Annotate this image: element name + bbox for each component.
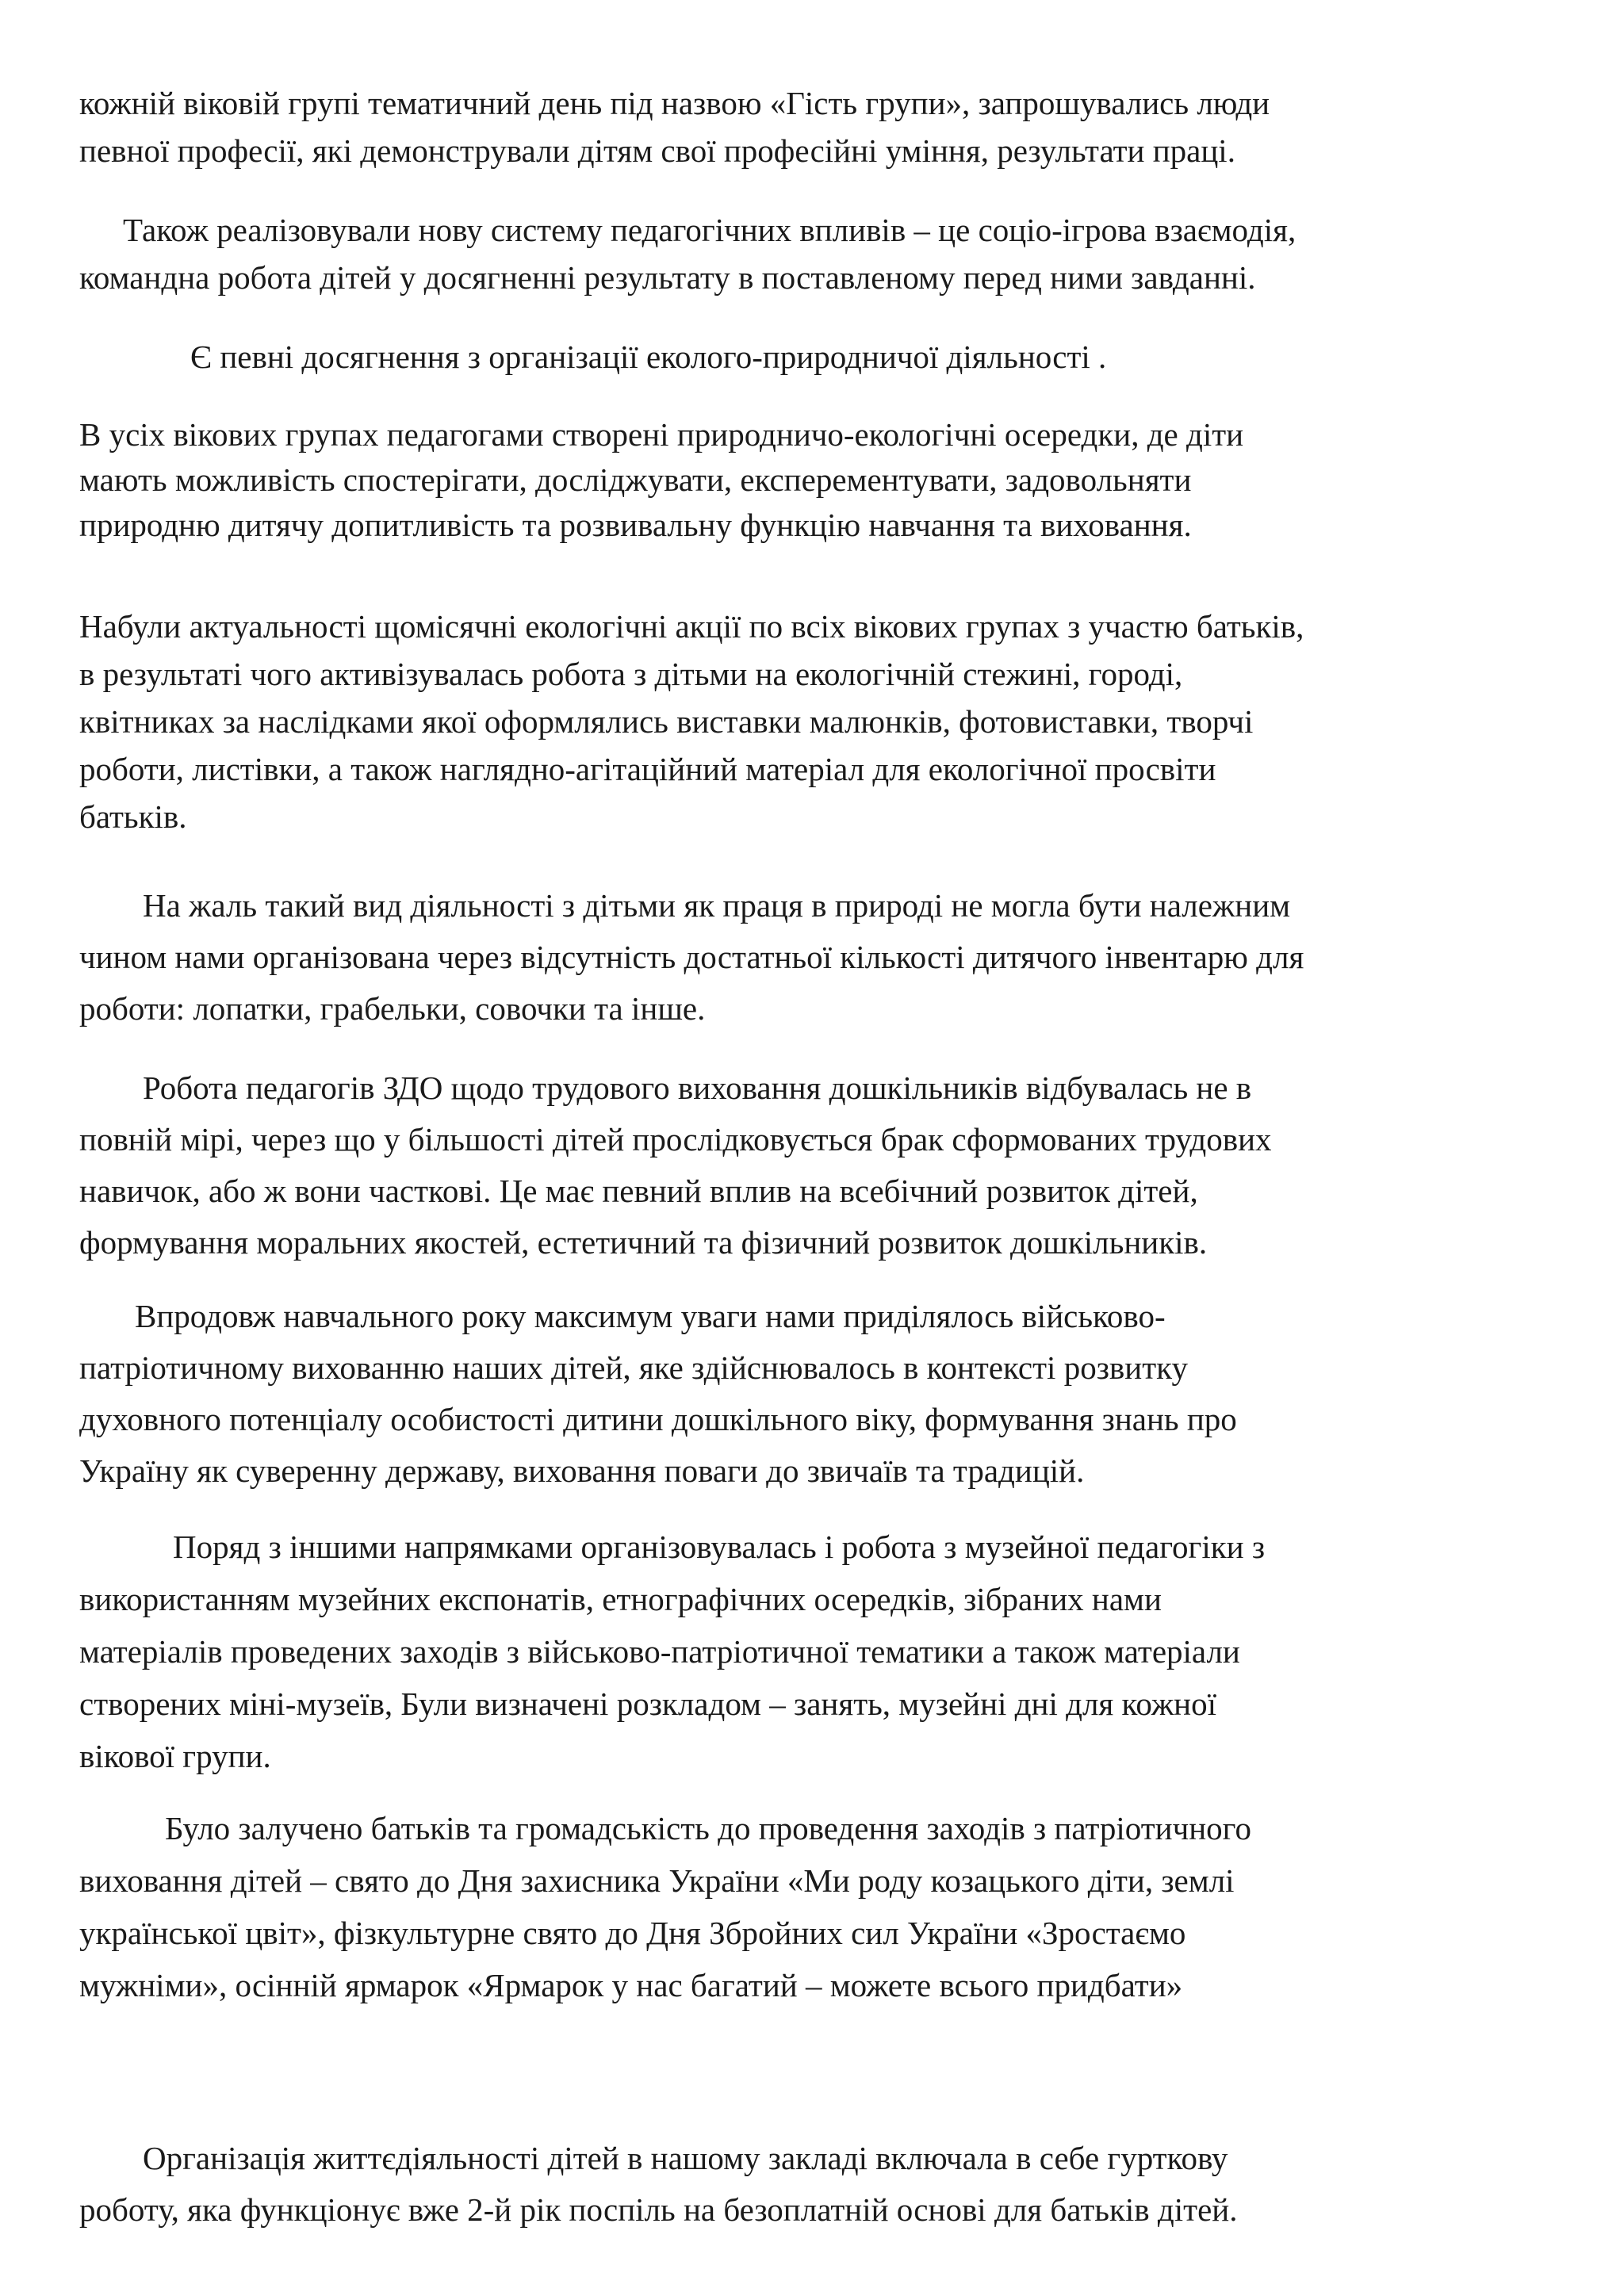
text-line: Було залучено батьків та громадськість до проведення заходів з патріотичного: [165, 1810, 1251, 1846]
text-line: повній мірі, через що у більшості дітей прослідковується брак сформованих трудових: [79, 1121, 1272, 1158]
text-line: Також реалізовували нову систему педагогічних впливів – це соціо-ігрова взаємодія,: [123, 212, 1297, 248]
text-line: в результаті чого активізувалась робота з дітьми на екологічній стежині, городі,: [79, 656, 1183, 692]
text-line: роботи, листівки, а також наглядно-агітаційний матеріал для екологічної просвіти: [79, 751, 1216, 787]
paragraph-eco-actions: [79, 603, 1586, 840]
text-line: Набули актуальності щомісячні екологічні акції по всіх вікових групах з участю батьків,: [79, 608, 1304, 645]
text-line: виховання дітей – свято до Дня захисника України «Ми роду козацького діти, землі: [79, 1862, 1235, 1899]
text-line: створених міні-музеїв, Були визначені розкладом – занять, музейні дні для кожної: [79, 1686, 1217, 1722]
text-line: певної професії, які демонстрували дітям свої професійні уміння, результати праці.: [79, 132, 1235, 169]
text-line: батьків.: [79, 798, 187, 835]
paragraph-museum: [79, 1521, 1586, 1782]
paragraph-socio-game: [79, 206, 1586, 301]
text-line: чином нами організована через відсутність достатньої кількості дитячого інвентарю для: [79, 939, 1304, 975]
text-line: роботи: лопатки, грабельки, совочки та інше.: [79, 990, 706, 1027]
paragraph-parents-involvement: [79, 1802, 1586, 2011]
text-line: Впродовж навчального року максимум уваги нами приділялось військово-: [135, 1298, 1166, 1334]
paragraph-patriotic: [79, 1291, 1586, 1497]
text-line: роботу, яка функціонує вже 2-й рік поспіль на безоплатній основі для батьків дітей.: [79, 2191, 1238, 2228]
text-line: На жаль такий вид діяльності з дітьми як праця в природі не могла бути належним: [143, 887, 1291, 924]
text-line: Є певні досягнення з організації еколого-природничої діяльності .: [190, 339, 1107, 375]
text-line: мають можливість спостерігати, досліджувати, експерементувати, задовольняти: [79, 461, 1192, 498]
paragraph-labor-education: [79, 1062, 1586, 1269]
text-line: Поряд з іншими напрямками організовувалась і робота з музейної педагогіки з: [173, 1529, 1266, 1565]
paragraph-eco-achievements: [79, 333, 1586, 381]
text-line: природню дитячу допитливість та розвивальну функцію навчання та виховання.: [79, 507, 1192, 543]
text-line: навичок, або ж вони часткові. Це має певний вплив на всебічний розвиток дітей,: [79, 1173, 1198, 1209]
text-line: формування моральних якостей, естетичний та фізичний розвиток дошкільників.: [79, 1224, 1208, 1261]
text-line: духовного потенціалу особистості дитини дошкільного віку, формування знань про: [79, 1401, 1237, 1437]
text-line: мужніми», осінній ярмарок «Ярмарок у нас багатий – можете всього придбати»: [79, 1967, 1183, 2003]
text-line: патріотичному вихованню наших дітей, яке здійснювалось в контексті розвитку: [79, 1349, 1188, 1386]
text-line: командна робота дітей у досягненні результату в поставленому перед ними завданні.: [79, 259, 1256, 296]
paragraph-eco-corners: [79, 412, 1586, 548]
text-line: В усіх вікових групах педагогами створені природничо-екологічні осередки, де діти: [79, 416, 1244, 453]
paragraph-clubs: [79, 2133, 1586, 2236]
text-line: Робота педагогів ЗДО щодо трудового виховання дошкільників відбувалась не в: [143, 1070, 1252, 1106]
text-line: квітниках за наслідками якої оформлялись виставки малюнків, фотовиставки, творчі: [79, 703, 1254, 740]
text-line: кожній віковій групі тематичний день під назвою «Гість групи», запрошувались люди: [79, 85, 1270, 121]
text-line: використанням музейних експонатів, етнографічних осередків, зібраних нами: [79, 1581, 1162, 1617]
paragraph-guest-day: [79, 79, 1586, 174]
text-line: матеріалів проведених заходів з військово-патріотичної тематики а також матеріали: [79, 1633, 1240, 1670]
paragraph-nature-labor: [79, 880, 1586, 1035]
text-line: Україну як суверенну державу, виховання поваги до звичаїв та традицій.: [79, 1452, 1085, 1489]
text-line: Організація життєдіяльності дітей в нашому закладі включала в себе гурткову: [143, 2140, 1228, 2176]
text-line: української цвіт», фізкультурне свято до Дня Збройних сил України «Зростаємо: [79, 1915, 1186, 1951]
text-line: вікової групи.: [79, 1738, 271, 1774]
